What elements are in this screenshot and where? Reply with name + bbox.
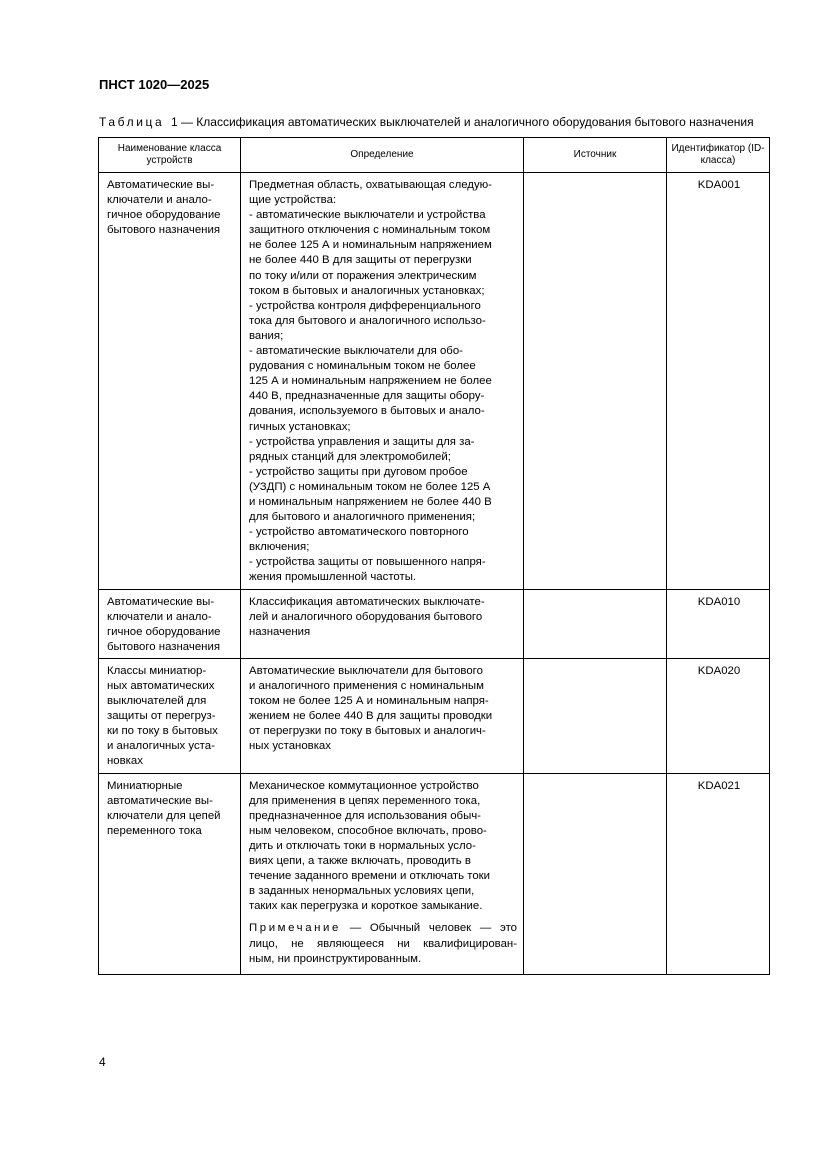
cell-identifier: KDA001: [667, 173, 770, 590]
definition-line: - устройство автоматического повторного: [249, 526, 469, 539]
cell-class-name: [99, 658, 241, 773]
name-line: гичное оборудование: [107, 209, 221, 222]
name-line: защиты от перегруз-: [107, 710, 216, 723]
definition-line: вания;: [249, 329, 284, 342]
name-line: выключателей для: [107, 695, 207, 708]
table-caption-prefix: Таблица: [99, 115, 165, 129]
standard-code: ПНСТ 1020—2025: [99, 77, 210, 92]
name-line: Автоматические вы-: [107, 179, 215, 191]
definition-line: - устройства контроля дифференциального: [249, 299, 481, 312]
name-line: Автоматические вы-: [107, 595, 215, 608]
definition-line: не более 125 А и номинальным напряжением: [249, 239, 492, 252]
definition-line: - устройство защиты при дуговом пробое: [249, 465, 468, 478]
definition-line: Автоматические выключатели для бытового: [249, 664, 483, 677]
definition-line: Предметная область, охватывающая следую-: [249, 179, 492, 191]
table-row: [99, 589, 770, 658]
definition-line: для применения в цепях переменного тока,: [249, 794, 481, 807]
definition-line: гичных установках;: [249, 420, 351, 433]
definition-line: Классификация автоматических выключате-: [249, 595, 485, 608]
definition-line: 440 В, предназначенные для защиты обору-: [249, 390, 485, 403]
name-line: Миниатюрные: [107, 779, 183, 792]
table-row: [99, 173, 770, 590]
definition-line: включения;: [249, 541, 310, 554]
page-number: 4: [99, 1055, 106, 1069]
definition-line: - автоматические выключатели для обо-: [249, 345, 463, 358]
header-name: Наименование класса устройств: [99, 138, 241, 173]
name-line: ных автоматических: [107, 680, 215, 692]
name-line: автоматические вы-: [107, 794, 213, 807]
name-line: ключатели для цепей: [107, 809, 221, 822]
name-line: гичное оборудование: [107, 625, 221, 638]
definition-line: жения промышленной частоты.: [249, 571, 417, 584]
definition-line: (УЗДП) с номинальным током не более 125 А: [249, 480, 491, 493]
name-line: ключатели и анало-: [107, 194, 212, 207]
definition-line: по току и/или от поражения электрическим: [249, 269, 477, 282]
cell-identifier: KDA021: [667, 773, 770, 974]
cell-identifier: KDA020: [667, 658, 770, 773]
definition-line: током не более 125 А и номинальным напря-: [249, 695, 489, 708]
table-caption-number: 1: [170, 115, 178, 129]
cell-definition: [241, 773, 524, 974]
classification-table: [98, 137, 770, 975]
cell-class-name: [99, 773, 241, 974]
name-line: бытового назначения: [107, 640, 220, 653]
cell-class-name: [99, 589, 241, 658]
definition-line: тока для бытового и аналогичного использо-: [249, 314, 486, 327]
definition-line: предназначенное для использования обыч-: [249, 809, 481, 822]
table-caption-text: — Классификация автоматических выключателей и аналогичного оборудования бытового назначения: [180, 115, 754, 129]
definition-line: Механическое коммутационное устройство: [249, 779, 479, 792]
name-line: и аналогичных уста-: [107, 740, 215, 753]
definition-line: в заданных ненормальных условиях цепи,: [249, 885, 475, 898]
cell-definition: [241, 658, 524, 773]
table-row: [99, 658, 770, 773]
definition-line: жением не более 440 В для защиты проводки: [249, 710, 493, 723]
definition-line: - устройства защиты от повышенного напря-: [249, 556, 486, 569]
name-line: бытового назначения: [107, 224, 220, 237]
definition-note: [249, 921, 517, 951]
table-header-row: [99, 138, 770, 173]
definition-line: защитного отключения с номинальным током: [249, 224, 491, 237]
cell-source: [524, 658, 667, 773]
note-last-line: ным, ни проинструктированным.: [249, 952, 422, 965]
definition-line: 125 А и номинальным напряжением не более: [249, 375, 492, 388]
name-line: переменного тока: [107, 824, 202, 837]
name-line: ки по току в бытовых: [107, 725, 218, 738]
table-row: [99, 773, 770, 974]
definition-line: дования, используемого в бытовых и анало-: [249, 405, 485, 418]
definition-line: не более 440 В для защиты от перегрузки: [249, 254, 472, 267]
definition-line: - автоматические выключатели и устройства: [249, 209, 486, 222]
definition-line: течение заданного времени и отключать токи: [249, 870, 491, 883]
cell-definition: [241, 173, 524, 590]
name-line: ключатели и анало-: [107, 610, 212, 623]
definition-line: таких как перегрузка и короткое замыкание.: [249, 900, 483, 913]
cell-identifier: KDA010: [667, 589, 770, 658]
definition-line: и номинальным напряжением не более 440 В: [249, 495, 492, 508]
cell-source: [524, 589, 667, 658]
definition-line: током в бытовых и аналогичных установках;: [249, 284, 485, 297]
header-definition: Определение: [241, 138, 524, 173]
cell-class-name: [99, 173, 241, 590]
definition-line: щие устройства:: [249, 194, 337, 207]
definition-line: назначения: [249, 625, 311, 638]
definition-line: для бытового и аналогичного применения;: [249, 511, 476, 524]
cell-source: [524, 173, 667, 590]
name-line: новках: [107, 755, 143, 768]
note-label: Примечание: [249, 922, 341, 935]
header-source: Источник: [524, 138, 667, 173]
note-second-line: лицо, не являющееся ни квалифицирован-: [249, 937, 517, 950]
table-caption: [99, 115, 779, 129]
cell-source: [524, 773, 667, 974]
definition-line: - устройства управления и защиты для за-: [249, 435, 475, 448]
note-first-line: — Обычный человек — это: [349, 922, 518, 935]
definition-line: ных установках: [249, 740, 331, 753]
definition-line: от перегрузки по току в бытовых и аналогич-: [249, 725, 486, 738]
header-identifier: Идентификатор (ID-класса): [667, 138, 770, 173]
definition-line: дить и отключать токи в нормальных усло-: [249, 839, 476, 852]
definition-line: лей и аналогичного оборудования бытового: [249, 610, 483, 623]
definition-line: ным человеком, способное включать, прово-: [249, 824, 487, 837]
definition-line: и аналогичного применения с номинальным: [249, 680, 484, 692]
definition-line: виях цепи, а также включать, проводить в: [249, 855, 471, 868]
cell-definition: [241, 589, 524, 658]
name-line: Классы миниатюр-: [107, 664, 207, 677]
definition-line: рядных станций для электромобилей;: [249, 450, 451, 463]
definition-line: рудования с номинальным током не более: [249, 360, 476, 373]
